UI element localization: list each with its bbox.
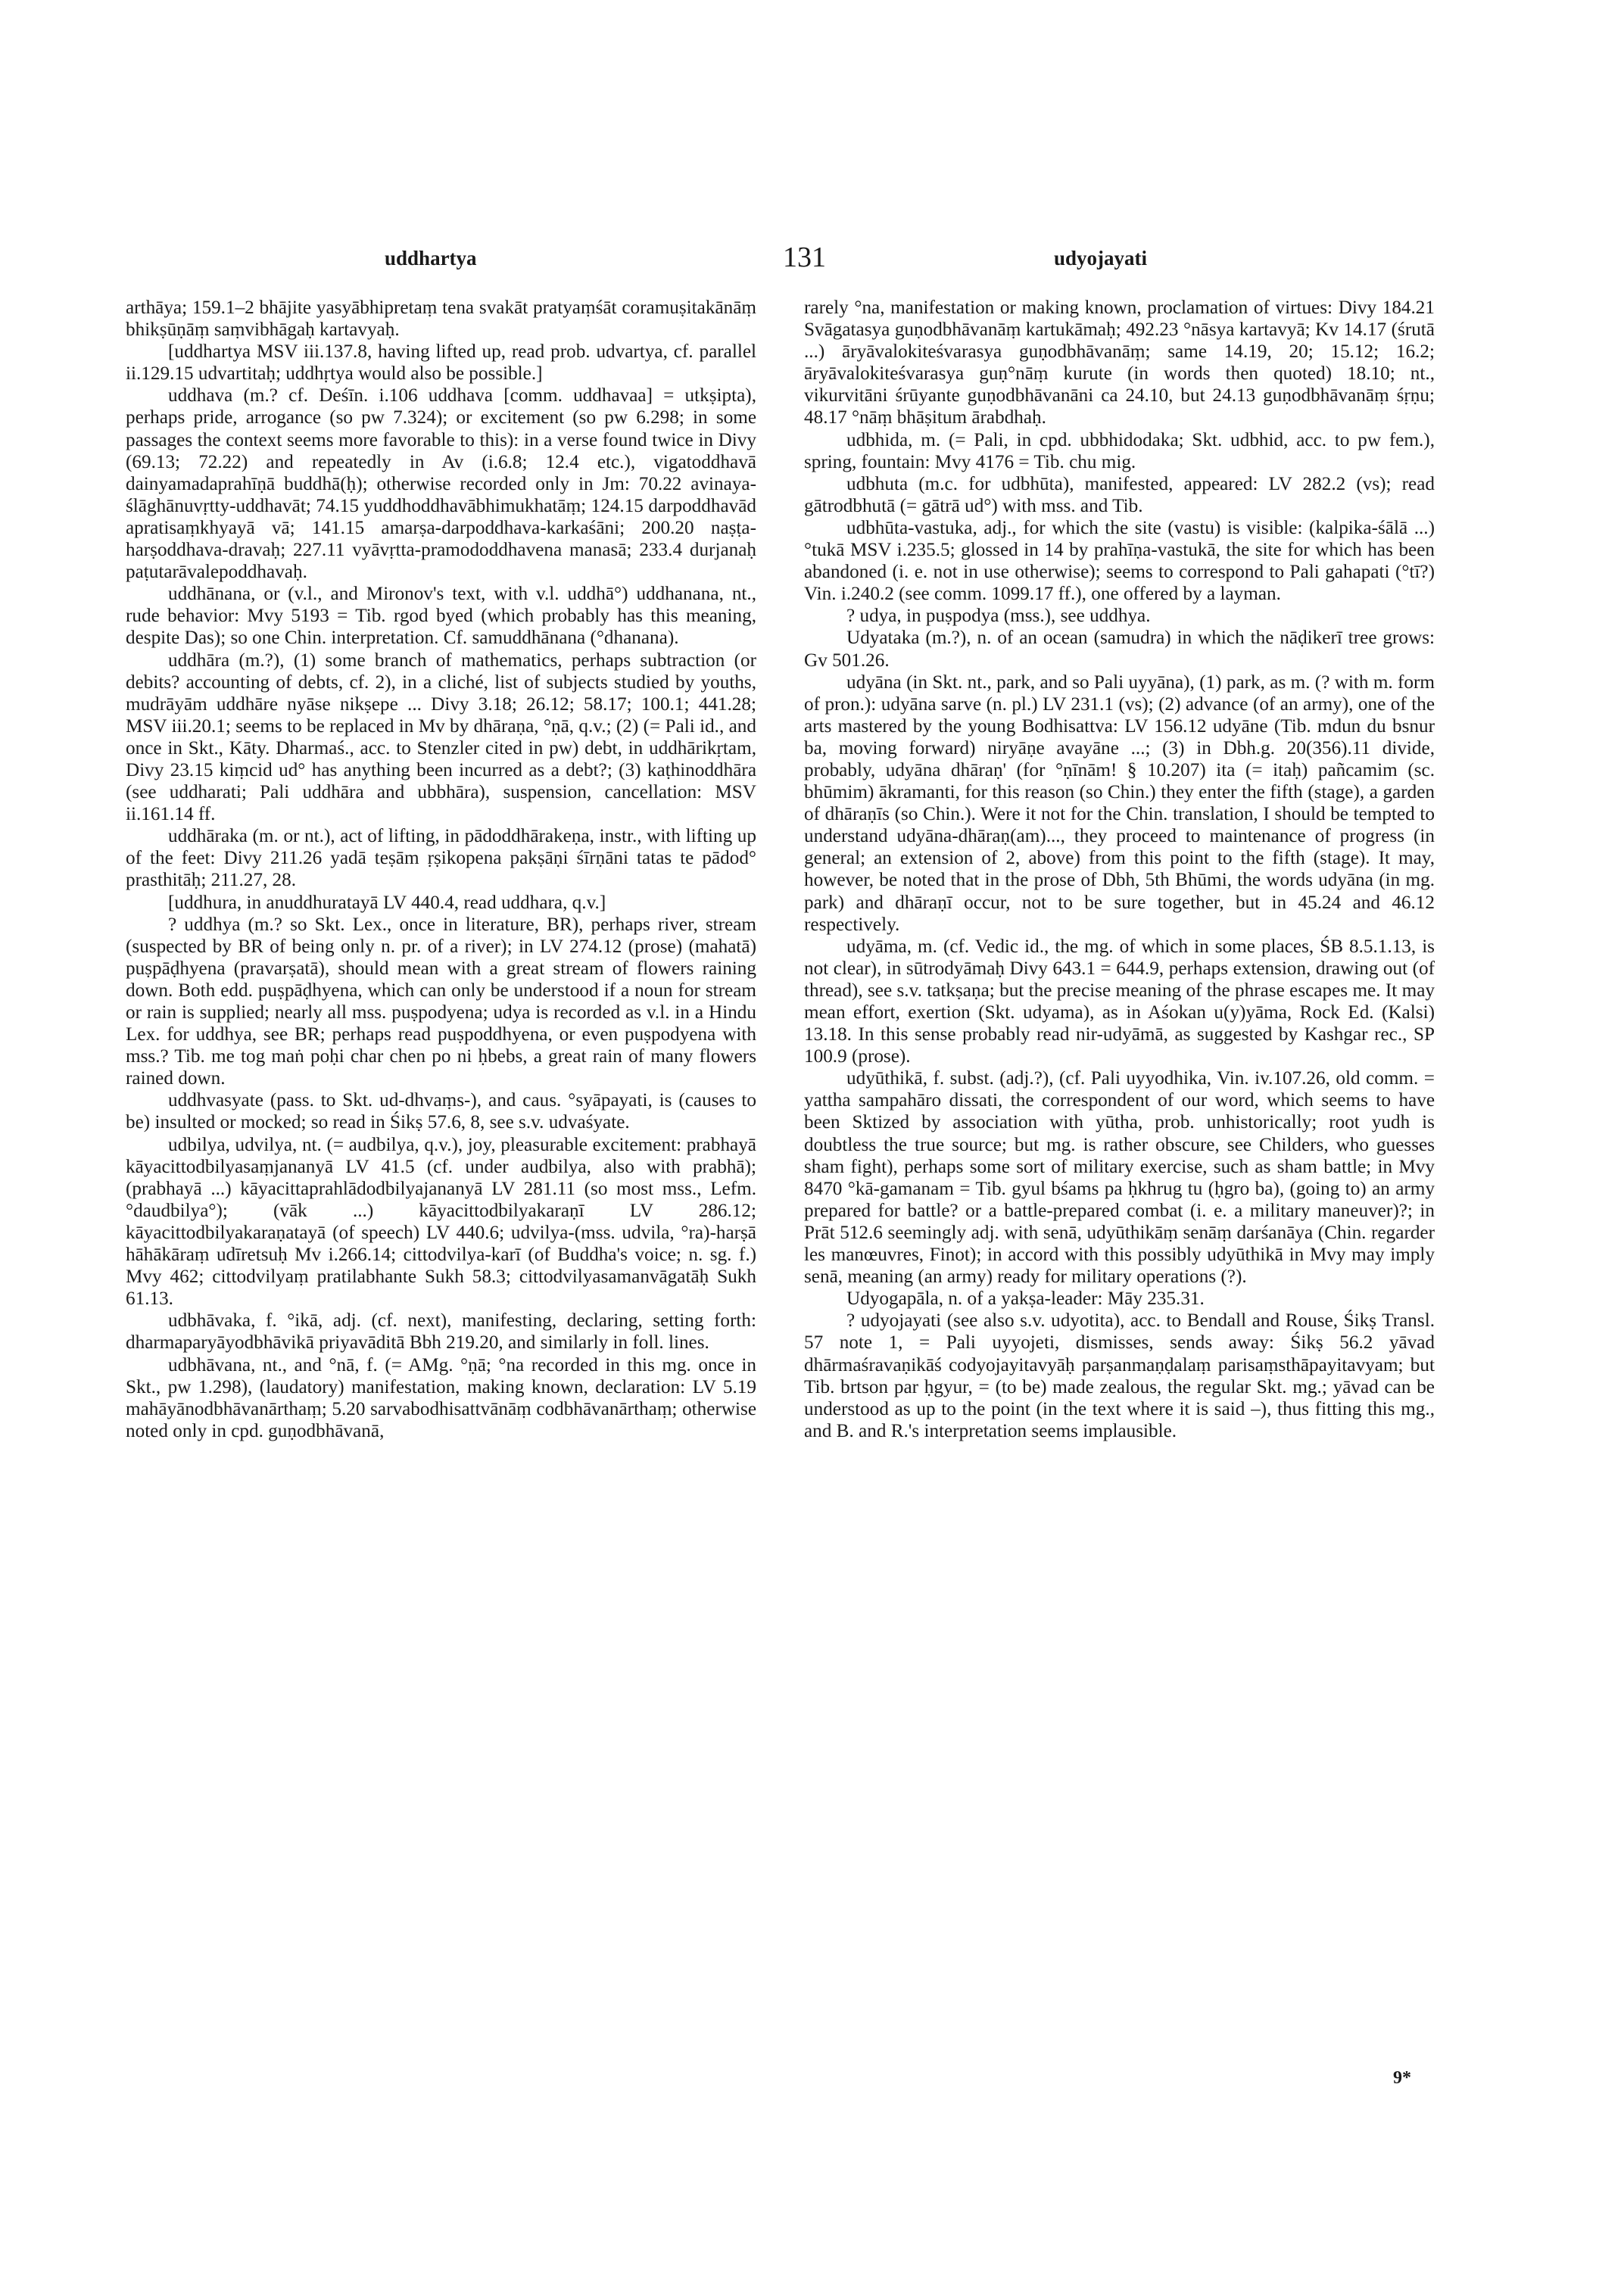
dictionary-entry: arthāya; 159.1–2 bhājite yasyābhipretaṃ tena svakāt pratyaṃśāt coramuṣitakānāṃ bhikṣūṇāṃ saṃvibhāgaḥ kartavyaḥ. — [126, 298, 756, 341]
dictionary-entry: ? udya, in puṣpodya (mss.), see uddhya. — [846, 606, 1151, 627]
dictionary-entry: ? uddhya (m.? so Skt. Lex., once in literature, BR), perhaps river, stream (suspected by BR of being only n. pr. of a river); in LV 274.12 (prose) (mahatā) puṣpāḍhyena (pravarṣatā), should mean with a great stream of flowers raining down. Both edd. puṣpāḍhyena, which can only be understood if a noun for stream or rain is supplied; nearly all mss. puṣpodyena; udya is recorded as v.l. in a Hindu Lex. for uddhya, see BR; perhaps read puṣpoddhyena, or even puṣpodyena with mss.? Tib. me tog maṅ poḥi char chen po ni ḥbebs, a great rain of many flowers rained down. — [126, 914, 756, 1089]
dictionary-entry: [uddhura, in anuddhuratayā LV 440.4, read uddhara, q.v.] — [168, 892, 606, 913]
dictionary-entry: udbhuta (m.c. for udbhūta), manifested, appeared: LV 282.2 (vs); read gātrodbhutā (= gātrā ud°) with mss. and Tib. — [804, 473, 1435, 516]
dictionary-entry: uddhāra (m.?), (1) some branch of mathematics, perhaps subtraction (or debits? accounting of debts, cf. 2), in a cliché, list of subjects studied by youths, mudrāyām uddhāre nyāse nikṣepe ... Divy 3.18; 26.12; 58.17; 100.1; 441.28; MSV iii.20.1; seems to be replaced in Mv by dhāraṇa, °ṇā, q.v.; (2) (= Pali id., and once in Skt., Kāty. Dharmaś., acc. to Stenzler cited in pw) debt, in uddhārikṛtam, Divy 23.15 kiṃcid ud° has anything been incurred as a debt?; (3) kaṭhinoddhāra (see uddharati; Pali uddhāra and ubbhāra), suspension, cancellation: MSV ii.161.14 ff. — [126, 650, 756, 825]
dictionary-entry: udyāma, m. (cf. Vedic id., the mg. of which in some places, ŚB 8.5.1.13, is not clear), in sūtrodyāmaḥ Divy 643.1 = 644.9, perhaps extension, drawing out (of thread), see s.v. tatkṣaṇa; but the precise meaning of the phrase escapes me. It may mean effort, exertion (Skt. udyama), as in Aśokan u(y)yāma, Rock Ed. (Kalsi) 13.18. In this sense probably read nir-udyāmā, as suggested by Kashgar rec., SP 100.9 (prose). — [804, 936, 1435, 1067]
dictionary-entry: uddhānana, or (v.l., and Mironov's text, with v.l. uddhā°) uddhanana, nt., rude behavior: Mvy 5193 = Tib. rgod byed (which probably has this meaning, despite Das); so one Chin. interpretation. Cf. samuddhānana (°dhanana). — [126, 584, 756, 649]
dictionary-entry: ? udyojayati (see also s.v. udyotita), acc. to Bendall and Rouse, Śikṣ Transl. 57 note 1, = Pali uyyojeti, dismisses, sends away: Śikṣ 56.2 yāvad dhārmaśravaṇikāś codyojayitavyāḥ parṣanmaṇḍalaṃ parisaṃsthāpayitavyam; but Tib. brtson par ḥgyur, = (to be) made zealous, the regular Skt. mg.; yāvad can be understood as up to the point (in the text where it is said –), thus fitting this mg., and B. and R.'s interpretation seems implausible. — [804, 1310, 1435, 1441]
dictionary-entry: Udyataka (m.?), n. of an ocean (samudra) in which the nāḍikerī tree grows: Gv 501.26. — [804, 628, 1435, 671]
dictionary-entry: uddhāraka (m. or nt.), act of lifting, in pādoddhārakeṇa, instr., with lifting up of the feet: Divy 211.26 yadā teṣām ṛṣikopena pakṣāṇi śīrṇāni tatas te pādod° prasthitāḥ; 211.27, 28. — [126, 826, 756, 891]
running-header — [0, 241, 1624, 279]
dictionary-entry: uddhvasyate (pass. to Skt. ud-dhvaṃs-), and caus. °syāpayati, is (causes to be) insulted or mocked; so read in Śikṣ 57.6, 8, see s.v. udvaśyate. — [126, 1090, 756, 1133]
dictionary-entry: udyāna (in Skt. nt., park, and so Pali uyyāna), (1) park, as m. (? with m. form of pron.): udyāna sarve (n. pl.) LV 231.1 (vs); (2) advance (of an army), one of the arts mastered by the young Bodhisattva: LV 156.12 udyāne (Tib. mdun du bsnur ba, moving forward) niryāṇe avayāne ...; (3) in Dbh.g. 20(356).11 divide, probably, udyāna dhāraṇ' (for °ṇīnām! § 10.207) ita (= itaḥ) pañcamim (sc. bhūmim) ākramanti, for this reason (so Chin.) they enter the fifth (stage), a garden of dhāraṇīs (so Chin.). Were it not for the Chin. translation, I should be tempted to understand udyāna-dhāraṇ(am)..., they proceed to maintenance of progress (in general; an extension of 2, above) from this point to the fifth (stage). It may, however, be noted that in the prose of Dbh, 5th Bhūmi, the words udyāna (in mg. park) and dhāraṇī occur, not to be sure together, but in 45.24 and 46.12 respectively. — [804, 671, 1435, 935]
dictionary-entry: udbhāvaka, f. °ikā, adj. (cf. next), manifesting, declaring, setting forth: dharmaparyāyodbhāvikā priyavāditā Bbh 219.20, and similarly in foll. lines. — [126, 1310, 756, 1354]
dictionary-entry: udbhida, m. (= Pali, in cpd. ubbhidodaka; Skt. udbhid, acc. to pw fem.), spring, fountain: Mvy 4176 = Tib. chu mig. — [804, 429, 1435, 472]
dictionary-entry: udbhūta-vastuka, adj., for which the site (vastu) is visible: (kalpika-śālā ...) °tukā MSV i.235.5; glossed in 14 by prahīṇa-vastukā, the site for which has been abandoned (i. e. not in use otherwise); seems to correspond to Pali gahapati (°tī?) Vin. i.240.2 (see comm. 1099.17 ff.), one offered by a layman. — [804, 517, 1435, 605]
dictionary-entry: udyūthikā, f. subst. (adj.?), (cf. Pali uyyodhika, Vin. iv.107.26, old comm. = yattha sampahāro dissati, the correspondent of our word, which seems to have been Sktized by association with yūtha, prob. unhistorically; root yudh is doubtless the true source; but mg. is rather obscure, see Childers, who guesses sham fight), perhaps some sort of military exercise, such as sham battle; in Mvy 8470 °kā-gamanam = Tib. gyul bśams pa ḥkhrug tu (ḥgro ba), (going to) an army prepared for battle? or a battle-prepared combat (i. e. a military maneuver)?; in Prāt 512.6 seemingly adj. with senā, udyūthikāṃ senāṃ darśanāya (Chin. regarder les manœuvres, Finot); in accord with this possibly udyūthikā in Mvy may imply senā, meaning (an army) ready for military operations (?). — [804, 1068, 1435, 1288]
left-guide-word: uddhartya — [385, 247, 477, 269]
dictionary-entry: rarely °na, manifestation or making known, proclamation of virtues: Divy 184.21 Svāgatasya guṇodbhāvanāṃ kartukāmaḥ; 492.23 °nāsya kartavyā; Kv 14.17 (śrutā ...) āryāvalokiteśvarasya guṇodbhāvanāṃ; same 14.19, 20; 15.12; 16.2; āryāvalokiteśvarasya guṇ°nāṃ kurute (in words then quoted) 18.10; nt., vikurvitāni śrūyante guṇodbhāvanāni ca 24.10, but 24.13 guṇodbhāvanāṃ śṛṇu; 48.17 °nāṃ bhāṣitum ārabdhaḥ. — [804, 298, 1435, 428]
page-number: 131 — [783, 241, 826, 273]
dictionary-entry: udbhāvana, nt., and °nā, f. (= AMg. °ṇā; °na recorded in this mg. once in Skt., pw 1.298), (laudatory) manifestation, making known, declaration: LV 5.19 mahāyānodbhāvanārthaṃ; 5.20 sarvabodhisattvānāṃ codbhāvanārthaṃ; otherwise noted only in cpd. guṇodbhāvanā, — [126, 1354, 756, 1441]
dictionary-entry: uddhava (m.? cf. Deśīn. i.106 uddhava [comm. uddhavaa] = utkṣipta), perhaps pride, arrogance (so pw 7.324); or excitement (so pw 6.298; in some passages the context seems more favorable to this): in a verse found twice in Divy (69.13; 72.22) and repeatedly in Av (i.6.8; 12.4 etc.), vigatoddhavā dainyamadaprahīṇā buddhā(ḥ); otherwise recorded only in Jm: 70.22 avinaya-ślāghānuvṛtty-uddhavāt; 74.15 yuddhoddhavābhimukhatāṃ; 124.15 darpoddhavād apratisaṃkhyayā vā; 141.15 amarṣa-darpoddhava-karkaśāni; 200.20 naṣṭa-harṣoddhava-dravaḥ; 227.11 vyāvṛtta-pramododdhavena manasā; 233.4 durjanaḥ paṭutarāvalepoddhavaḥ. — [126, 385, 756, 583]
right-column — [804, 297, 1435, 1442]
left-column — [126, 297, 756, 1442]
right-guide-word: udyojayati — [1054, 247, 1148, 269]
dictionary-entry: Udyogapāla, n. of a yakṣa-leader: Māy 235.31. — [846, 1288, 1205, 1310]
printer-signature-mark: 9* — [1393, 2068, 1411, 2088]
dictionary-entry: udbilya, udvilya, nt. (= audbilya, q.v.), joy, pleasurable excitement: prabhayā kāyacittodbilyasaṃjananyā LV 41.5 (cf. under audbilya, also with prabhā); (prabhayā ...) kāyacittaprahlādodbilyajananyā LV 281.11 (so most mss., Lefm. °daudbilya°); (vāk ...) kāyacittodbilyakaraṇī LV 286.12; kāyacittodbilyakaraṇatayā (of speech) LV 440.6; udvilya-(mss. udvila, °ra)-harṣā hāhākāraṃ udīretsuḥ Mv i.266.14; cittodvilya-karī (of Buddha's voice; n. sg. f.) Mvy 462; cittodvilyaṃ pratilabhante Sukh 58.3; cittodvilyasamanvāgatāḥ Sukh 61.13. — [126, 1134, 756, 1310]
dictionary-entry: [uddhartya MSV iii.137.8, having lifted up, read prob. udvartya, cf. parallel ii.129.15 udvartitaḥ; uddhṛtya would also be possible.] — [126, 341, 756, 385]
